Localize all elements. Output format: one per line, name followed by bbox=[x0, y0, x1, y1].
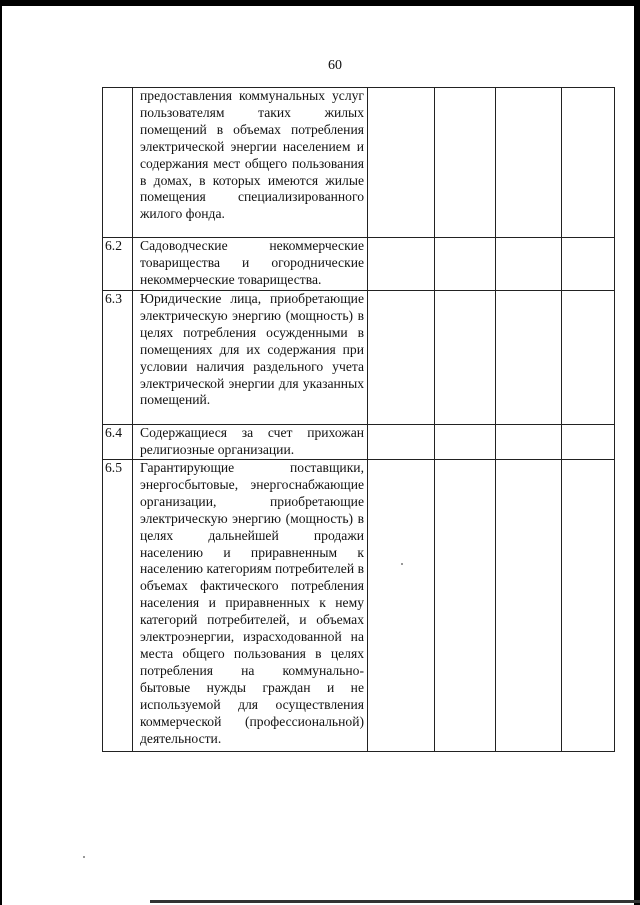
value-cell bbox=[435, 88, 496, 238]
row-number: 6.3 bbox=[105, 291, 122, 306]
scan-edge-left bbox=[0, 0, 2, 905]
scan-edge-top bbox=[0, 0, 640, 6]
scan-speck bbox=[83, 856, 85, 858]
scan-speck bbox=[401, 563, 403, 565]
value-cell bbox=[562, 425, 615, 460]
scan-edge-bottom bbox=[150, 900, 640, 903]
row-number-cell bbox=[103, 88, 133, 238]
tariff-consumer-table bbox=[102, 87, 615, 752]
row-description-cell bbox=[133, 425, 368, 460]
scan-edge-right bbox=[634, 0, 640, 905]
row-number: 6.2 bbox=[105, 238, 122, 253]
page-number: 60 bbox=[328, 58, 342, 73]
value-cell bbox=[562, 238, 615, 291]
value-cell bbox=[496, 460, 562, 752]
row-description: Юридические лица, приобретающие электрическую энергию (мощность) в целях потребления осужденными в помещениях для их содержания при условии наличия раздельного учета электрической энергии для указанных помещений. bbox=[140, 291, 364, 408]
table-row bbox=[103, 425, 615, 460]
row-number: 6.4 bbox=[105, 425, 122, 440]
value-cell bbox=[496, 88, 562, 238]
table-row bbox=[103, 460, 615, 752]
value-cell bbox=[368, 238, 435, 291]
row-description: Садоводческие некоммерческие товарищества и огороднические некоммерческие товарищества. bbox=[140, 238, 364, 287]
value-cell bbox=[435, 460, 496, 752]
row-number-cell bbox=[103, 425, 133, 460]
table-row bbox=[103, 238, 615, 291]
value-cell bbox=[496, 291, 562, 425]
row-description-cell bbox=[133, 238, 368, 291]
row-description-cell bbox=[133, 88, 368, 238]
value-cell bbox=[562, 460, 615, 752]
value-cell bbox=[435, 425, 496, 460]
row-description: предоставления коммунальных услуг пользователям таких жилых помещений в объемах потребления электрической энергии населением и содержания мест общего пользования в домах, в которых имеются жилые помещения специализированного жилого фонда. bbox=[140, 88, 364, 222]
value-cell bbox=[435, 291, 496, 425]
value-cell bbox=[368, 460, 435, 752]
row-number-cell bbox=[103, 291, 133, 425]
value-cell bbox=[496, 425, 562, 460]
row-description: Содержащиеся за счет прихожан религиозные организации. bbox=[140, 425, 364, 457]
row-number-cell bbox=[103, 238, 133, 291]
value-cell bbox=[435, 238, 496, 291]
value-cell bbox=[368, 291, 435, 425]
row-number-cell bbox=[103, 460, 133, 752]
table-row bbox=[103, 291, 615, 425]
value-cell bbox=[562, 291, 615, 425]
row-description-cell bbox=[133, 291, 368, 425]
row-description: Гарантирующие поставщики, энергосбытовые, энергоснабжающие организации, приобретающие электрическую энергию (мощность) в целях дальнейшей продажи населению и приравненным к населению категориям потребителей в объемах фактического потребления населения и приравненных к нему категорий потребителей, и объемах электроэнергии, израсходованной на места общего пользования в целях потребления на коммунально-бытовые нужды граждан и не используемой для осуществления коммерческой (профессиональной) деятельности. bbox=[140, 460, 364, 746]
value-cell bbox=[562, 88, 615, 238]
row-number: 6.5 bbox=[105, 460, 122, 475]
row-description-cell bbox=[133, 460, 368, 752]
value-cell bbox=[496, 238, 562, 291]
value-cell bbox=[368, 425, 435, 460]
table-row bbox=[103, 88, 615, 238]
value-cell bbox=[368, 88, 435, 238]
